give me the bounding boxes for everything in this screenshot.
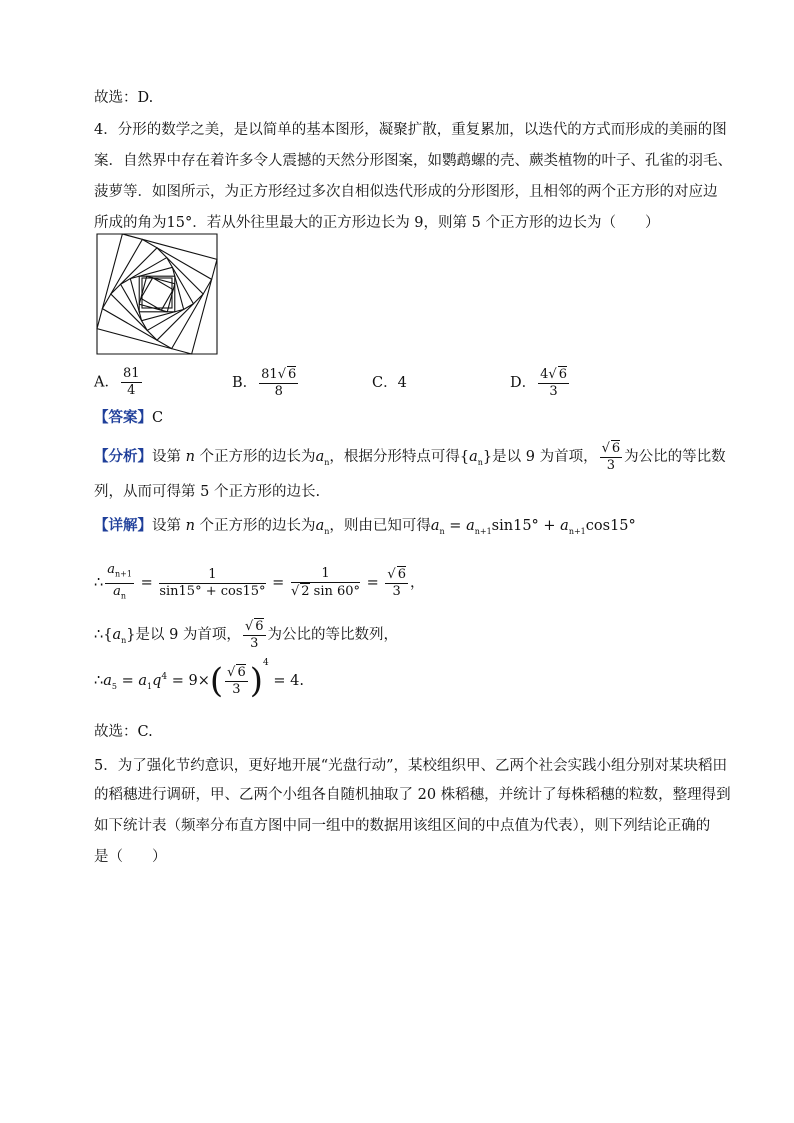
analysis-text5: 为公比的等比数 — [624, 449, 726, 465]
analysis-n: n — [185, 449, 195, 465]
fractal-square — [97, 234, 217, 354]
option-b-label: B． — [232, 375, 258, 391]
a5-a1: a — [138, 673, 148, 689]
option-b-denominator: 8 — [274, 384, 283, 399]
option-b-fraction: $\frac{81√ 6}{8}$ — [261, 367, 297, 399]
fractal-inner-square — [142, 278, 172, 308]
eq-sign-2: = — [272, 575, 285, 592]
option-b-coef: 81 — [261, 367, 278, 382]
detail-eq-a1-sub: n+1 — [474, 526, 492, 536]
a5-therefore: ∴ — [94, 673, 104, 689]
ratio-frac-2: $\frac{1}{√ 2 \sin 60^\circ}$ — [290, 566, 361, 600]
analysis-ratio-den: 3 — [606, 458, 616, 473]
q4-stem-line2: 案．自然界中存在着许多令人震撼的天然分形图案，如鹦鹉螺的壳、蕨类植物的叶子、孔雀的羽毛、 — [94, 153, 732, 169]
ratio-a-den: a — [113, 583, 121, 599]
q5-line2: 的稻穗进行调研，甲、乙两个小组各自随机抽取了 20 株稻穗，并统计了每株稻穗的粒数，整理得到 — [94, 787, 731, 803]
option-d-label: D． — [510, 375, 537, 391]
ratio-frac-2-radicand: 2 — [301, 584, 310, 600]
eq-sign-3: = — [366, 575, 379, 592]
analysis-a2-sub: n — [477, 457, 483, 467]
a5-sub: 5 — [111, 681, 117, 691]
q4-stem-line1 — [94, 118, 727, 139]
option-a-label: A． — [94, 374, 119, 391]
option-b-radicand: 6 — [288, 367, 297, 382]
a5-q: q — [152, 673, 162, 689]
a5-power: 4 — [263, 658, 269, 669]
q4-option-a[interactable] — [94, 366, 144, 399]
answer-value: C — [152, 410, 164, 426]
a5-ratio: $\frac{√ 6}{3}$ — [227, 665, 246, 697]
option-c-value: 4 — [397, 375, 407, 391]
detail-eq-a-sub: n — [439, 526, 445, 536]
q5-line3: 如下统计表（频率分布直方图中同一组中的数据用该组区间的中点值为代表），则下列结论正确的 — [94, 818, 711, 834]
analysis-line1 — [94, 440, 726, 474]
seq-ratio-radicand: 6 — [255, 619, 264, 634]
seq-ratio-den: 3 — [250, 636, 259, 651]
fractal-square — [97, 234, 217, 354]
detail-n: n — [185, 518, 195, 534]
q5-line1 — [94, 754, 727, 775]
q4-stem-line4: 所成的角为15°．若从外往里最大的正方形边长为 9，则第 5 个正方形的边长为（ ） — [94, 215, 660, 231]
a5-result: = 4. — [268, 673, 304, 689]
fractal-square — [139, 276, 175, 312]
q5-number: 5 — [94, 758, 104, 774]
detail-text1: 设第 — [152, 518, 186, 534]
seq-text1: ∴{ — [94, 627, 113, 643]
q4-option-b[interactable] — [232, 366, 300, 400]
detail-text2: 个正方形的边长为 — [194, 518, 316, 534]
eq-sign-1: = — [140, 575, 153, 592]
ratio-frac-3-den: 3 — [392, 584, 401, 600]
therefore-symbol: ∴ — [94, 575, 104, 592]
q5-text1: ．为了强化节约意识，更好地开展“光盘行动”，某校组织甲、乙两个社会实践小组分别对某块稻田 — [103, 758, 728, 774]
seq-ratio: $\frac{√ 6}{3}$ — [244, 619, 264, 651]
fractal-squares-figure — [95, 233, 220, 355]
left-paren: ( — [209, 661, 224, 701]
ratio-frac-3-radicand: 6 — [397, 567, 406, 583]
option-d-denominator: 3 — [549, 384, 558, 399]
seq-a-sub: n — [121, 635, 127, 645]
analysis-ratio: $\frac{√ 6}{3}$ — [601, 441, 621, 473]
ratio-frac-2-num: 1 — [291, 566, 360, 583]
fractal-square — [102, 239, 211, 348]
option-d-coef: 4 — [540, 367, 549, 382]
analysis-tag: 【分析】 — [94, 448, 152, 465]
fractal-square — [111, 248, 203, 340]
analysis-text4: }是以 9 为首项， — [482, 449, 598, 465]
previous-answer: 故选：D. — [94, 90, 154, 106]
a5-ratio-radicand: 6 — [237, 665, 246, 680]
detail-eq-cos: cos15° — [585, 518, 636, 534]
analysis-line2: 列，从而可得第 5 个正方形的边长. — [94, 484, 321, 500]
ratio-a-den-sub: n — [120, 591, 127, 601]
sequence-statement — [94, 618, 398, 652]
detail-text3: ，则由已知可得 — [329, 518, 431, 534]
a5-a: a — [103, 673, 112, 689]
detail-eq-a2: a — [560, 518, 569, 534]
answer-line — [94, 406, 163, 427]
a5-q-exp: 4 — [161, 672, 168, 683]
a5-equation — [94, 658, 304, 701]
detail-eq-a2-sub: n+1 — [568, 526, 586, 536]
seq-text2: }是以 9 为首项， — [126, 627, 241, 643]
q4-option-c[interactable] — [372, 371, 407, 392]
detail-eq-a: a — [430, 518, 440, 534]
a5-9x: = 9× — [167, 673, 210, 689]
analysis-a: a — [315, 449, 325, 465]
q5-line4: 是（ ） — [94, 849, 167, 865]
ratio-frac-2-den-rest: sin 60° — [309, 584, 361, 600]
ratio-fraction — [105, 562, 134, 604]
ratio-frac-1-num: 1 — [159, 567, 265, 584]
ratio-frac-3: $\frac{√ 6}{3}$ — [387, 567, 406, 600]
option-a-denominator: 4 — [127, 383, 136, 398]
detail-a: a — [315, 518, 325, 534]
ratio-equation — [94, 562, 424, 604]
analysis-text1: 设第 — [152, 449, 186, 465]
fractal-square — [130, 267, 183, 320]
answer-tag: 【答案】 — [94, 409, 152, 426]
detail-eq-a1: a — [466, 518, 475, 534]
ratio-frac-1-den: sin15° + cos15° — [159, 583, 266, 599]
analysis-text2: 个正方形的边长为 — [194, 449, 316, 465]
q4-number: 4 — [94, 122, 104, 138]
analysis-ratio-radicand: 6 — [611, 441, 621, 456]
a5-ratio-den: 3 — [232, 682, 241, 697]
eq-end-comma: ， — [409, 575, 425, 592]
option-c-label: C． — [372, 375, 398, 391]
detail-eq-sin: sin15° + — [491, 518, 561, 534]
analysis-a2: a — [469, 449, 478, 465]
detail-line1: 【详解】设第 n 个正方形的边长为$a_n$，则由已知可得$a_n = a_{n+1}\sin 15^\circ + a_{n+1}\cos 15^\circ$ — [94, 517, 636, 536]
analysis-a-sub: n — [324, 457, 330, 467]
fractal-square — [139, 276, 175, 312]
seq-text3: 为公比的等比数列， — [267, 627, 399, 643]
fractal-square — [121, 258, 194, 331]
q4-option-d[interactable] — [510, 366, 571, 400]
a5-eq: = — [116, 673, 139, 689]
seq-a: a — [112, 627, 122, 643]
detail-tag: 【详解】 — [94, 517, 152, 534]
analysis-text3: ，根据分形特点可得{ — [329, 449, 470, 465]
q4-stem-line3: 菠萝等．如图所示，为正方形经过多次自相似迭代形成的分形图形，且相邻的两个正方形的对应边 — [94, 184, 718, 200]
option-d-radicand: 6 — [558, 367, 567, 382]
option-d-fraction: $\frac{4√ 6}{3}$ — [540, 367, 567, 399]
q4-stem-text1: ．分形的数学之美，是以简单的基本图形，凝聚扩散，重复累加，以迭代的方式而形成的美丽的图 — [103, 122, 727, 138]
a5-a1-sub: 1 — [147, 681, 153, 691]
ratio-a-num: a — [107, 562, 115, 577]
q4-choose: 故选：C. — [94, 724, 153, 740]
ratio-a-num-sub: n+1 — [115, 569, 132, 579]
fractal-square — [141, 278, 173, 310]
option-a-numerator: 81 — [122, 366, 140, 381]
ratio-frac-1 — [159, 567, 265, 600]
detail-a-sub: n — [324, 526, 330, 536]
right-paren: ) — [249, 661, 263, 701]
option-a-fraction — [121, 366, 142, 399]
